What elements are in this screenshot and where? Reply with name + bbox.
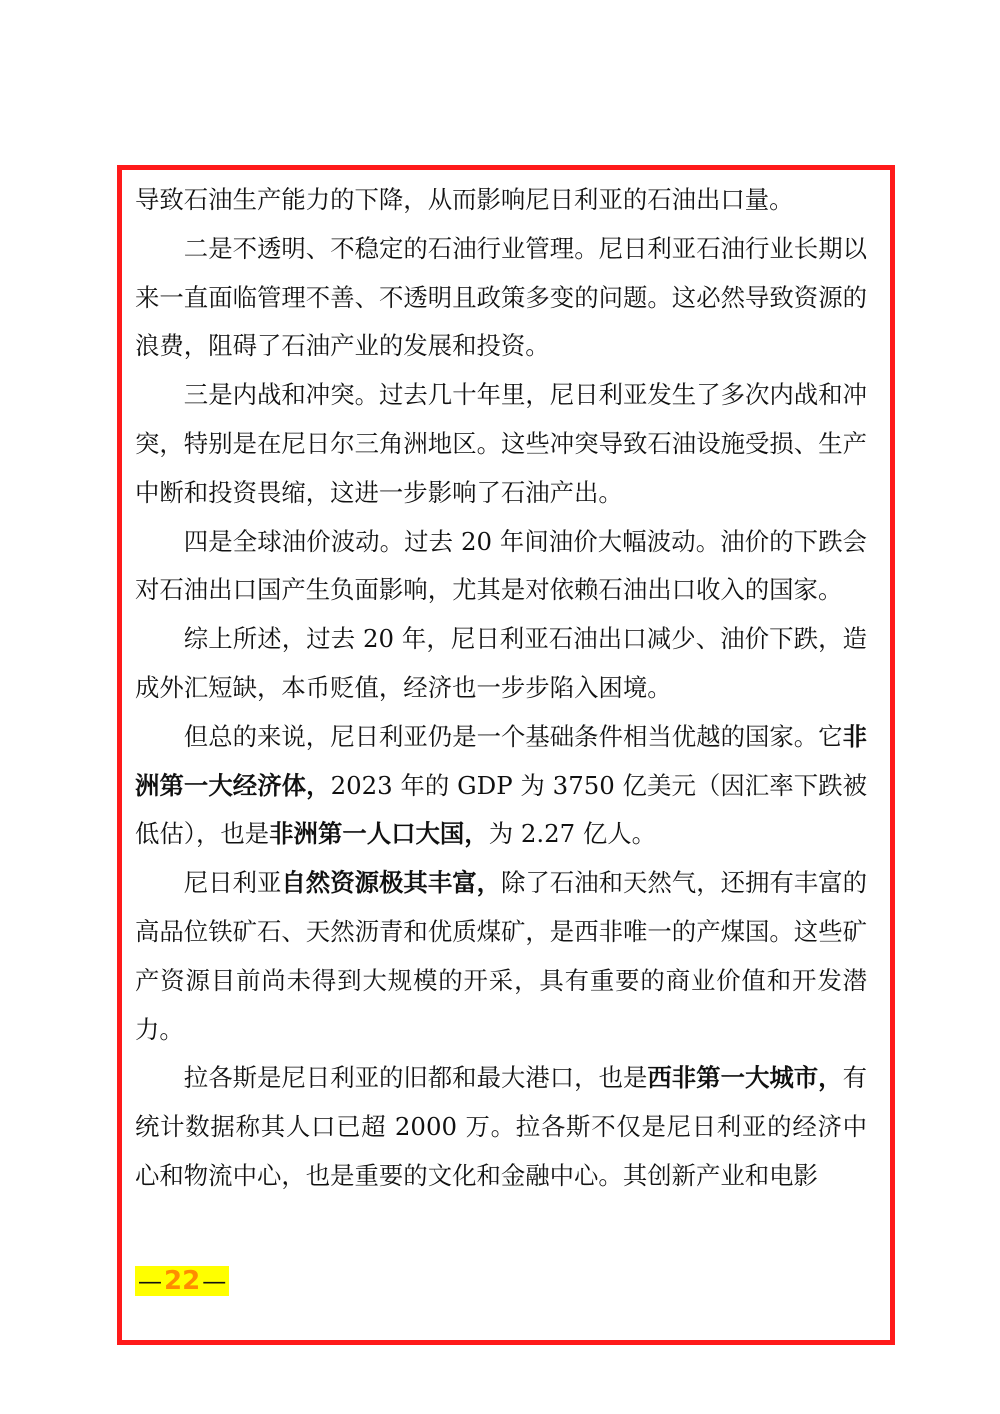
paragraph-7-text-2: 有统计数据称其人口已超 2000 万。拉各斯不仅是尼日利亚的经济中心和物流中心，也是重要的文化和金融中心。其创新产业和电影 (135, 1063, 867, 1190)
paragraph-1: 二是不透明、不稳定的石油行业管理。尼日利亚石油行业长期以来一直面临管理不善、不透明且政策多变的问题。这必然导致资源的浪费，阻碍了石油产业的发展和投资。 (135, 233, 867, 361)
paragraph-6-text-2: 除了石油和天然气，还拥有丰富的高品位铁矿石、天然沥青和优质煤矿，是西非唯一的产煤国。这些矿产资源目前尚未得到大规模的开采，具有重要的商业价值和开发潜力。 (135, 868, 867, 1044)
paragraph-7-bold-1: 西非第一大城市， (647, 1063, 843, 1093)
paragraph-3: 四是全球油价波动。过去 20 年间油价大幅波动。油价的下跌会对石油出口国产生负面影响，尤其是对依赖石油出口收入的国家。 (135, 526, 867, 605)
paragraph-6-bold-1: 自然资源极其丰富， (281, 868, 501, 898)
page-number-dash-left: — (138, 1267, 162, 1295)
paragraph-5 (135, 713, 867, 859)
paragraph-5-bold-1: 非洲第一大经济体， (135, 721, 867, 800)
paragraph-7-text-1: 拉各斯是尼日利亚的旧都和最大港口，也是 (183, 1063, 648, 1093)
paragraph-6 (135, 859, 867, 1054)
paragraph-7 (135, 1054, 867, 1200)
paragraph-2: 三是内战和冲突。过去几十年里，尼日利亚发生了多次内战和冲突，特别是在尼日尔三角洲地区。这些冲突导致石油设施受损、生产中断和投资畏缩，这进一步影响了石油产出。 (135, 380, 867, 507)
paragraph-0: 导致石油生产能力的下降，从而影响尼日利亚的石油出口量。 (135, 185, 794, 214)
paragraph-5-text-2: 2023 年的 GDP 为 3750 亿美元（因汇率下跌被低估），也是 (135, 770, 867, 849)
page-number (135, 1266, 229, 1296)
document-body (135, 176, 867, 1201)
paragraph-5-text-1: 但总的来说，尼日利亚仍是一个基础条件相当优越的国家。它 (183, 721, 843, 751)
page-number-value: 22 (164, 1266, 201, 1296)
page-number-dash-right: — (202, 1267, 227, 1295)
paragraph-4: 综上所述，过去 20 年，尼日利亚石油出口减少、油价下跌，造成外汇短缺，本币贬值，经济也一步步陷入困境。 (135, 624, 867, 702)
paragraph-5-text-3: 为 2.27 亿人。 (488, 819, 657, 849)
paragraph-6-text-1: 尼日利亚 (183, 868, 282, 898)
paragraph-5-bold-2: 非洲第一人口大国， (269, 819, 489, 849)
